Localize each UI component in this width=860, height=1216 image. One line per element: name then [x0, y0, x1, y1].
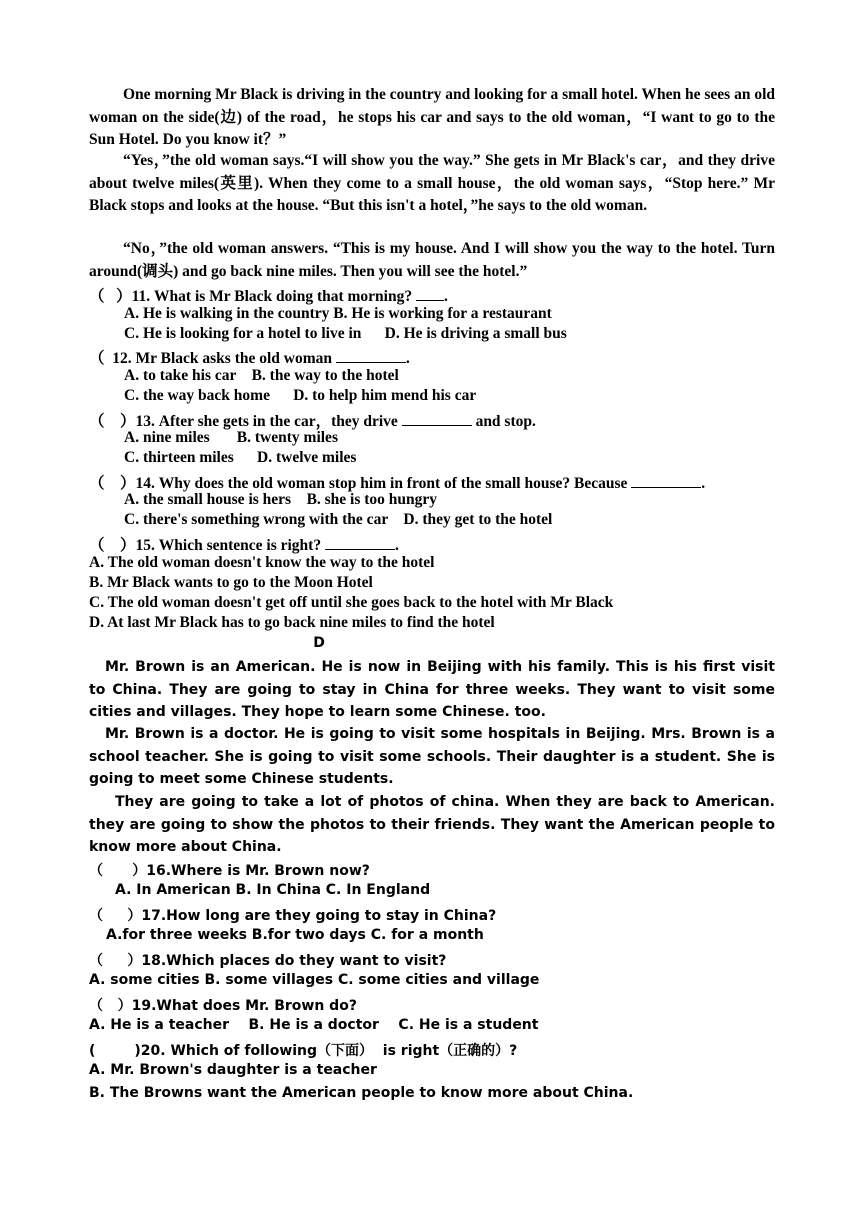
question-12-options-ab: A. to take his car B. the way to the hotel	[124, 367, 399, 384]
question-13-options-cd: C. thirteen miles D. twelve miles	[124, 449, 357, 466]
question-14-options-ab: A. the small house is hers B. she is too hungry	[124, 491, 438, 508]
question-tail: .	[394, 537, 399, 554]
answer-blank	[336, 348, 406, 363]
question-20-option-a: A. Mr. Brown's daughter is a teacher	[89, 1062, 377, 1078]
question-11-options-ab: A. He is walking in the country B. He is working for a restaurant	[124, 305, 552, 322]
answer-blank	[416, 286, 444, 301]
question-15	[89, 533, 399, 555]
question-15-option-c: C. The old woman doesn't get off until she goes back to the hotel with Mr Black	[89, 594, 614, 611]
question-13-options-ab: A. nine miles B. twenty miles	[124, 429, 338, 446]
question-16-options: A. In American B. In China C. In England	[115, 882, 431, 898]
answer-blank	[402, 411, 472, 426]
question-13	[89, 409, 536, 431]
question-stem: 14. Why does the old woman stop him in front of the small house? Because	[135, 475, 632, 492]
question-14	[89, 471, 705, 493]
answer-bracket: （	[89, 350, 113, 367]
question-18: （ ）18.Which places do they want to visit?	[89, 953, 447, 969]
answer-blank	[325, 535, 395, 550]
question-20: ( )20. Which of following（下面） is right（正确的）?	[89, 1043, 518, 1059]
passage-d-paragraph-3: They are going to take a lot of photos of china. When they are back to American. they are going to show the photos to their friends. They want the American people to know more about China.	[89, 794, 775, 856]
passage-c-paragraph-2: “Yes，”the old woman says.“I will show you the way.” She gets in Mr Black's car，and they drive about twelve miles(英里). When they come to a small house，the old woman says，“Stop here.” Mr Black stops and looks at the house. “But this isn't a hotel，”he says to the old woman.	[89, 152, 775, 214]
question-stem: 11. What is Mr Black doing that morning?	[131, 288, 416, 305]
section-d-label: D	[313, 635, 325, 651]
question-15-option-a: A. The old woman doesn't know the way to the hotel	[89, 554, 435, 571]
question-tail: .	[405, 350, 410, 367]
answer-bracket: （ ）	[89, 413, 136, 430]
question-19-options: A. He is a teacher B. He is a doctor C. He is a student	[89, 1017, 539, 1033]
question-11	[89, 284, 448, 306]
passage-d-paragraph-2: Mr. Brown is a doctor. He is going to visit some hospitals in Beijing. Mrs. Brown is a school teacher. She is going to visit some schools. Their daughter is a student. She is going to meet some Chinese students.	[89, 726, 775, 788]
question-tail: and stop.	[471, 413, 536, 430]
question-15-option-b: B. Mr Black wants to go to the Moon Hotel	[89, 574, 373, 591]
question-19: （ ）19.What does Mr. Brown do?	[89, 998, 357, 1014]
question-18-options: A. some cities B. some villages C. some cities and village	[89, 972, 540, 988]
question-stem: 12. Mr Black asks the old woman	[112, 350, 336, 367]
answer-bracket: （ ）	[89, 475, 136, 492]
question-14-options-cd: C. there's something wrong with the car D. they get to the hotel	[124, 511, 553, 528]
passage-c-paragraph-1: One morning Mr Black is driving in the country and looking for a small hotel. When he sees an old woman on the side(边) of the road，he stops his car and says to the old woman，“I want to go to the Sun Hotel. Do you know it？”	[89, 86, 775, 148]
question-15-option-d: D. At last Mr Black has to go back nine miles to find the hotel	[89, 614, 495, 631]
question-tail: .	[443, 288, 448, 305]
answer-bracket: （ ）	[89, 537, 136, 554]
question-11-options-cd: C. He is looking for a hotel to live in D. He is driving a small bus	[124, 325, 567, 342]
question-12	[89, 346, 410, 368]
question-20-option-b: B. The Browns want the American people to know more about China.	[89, 1085, 634, 1101]
question-16: （ ）16.Where is Mr. Brown now?	[89, 863, 370, 879]
question-17-options: A.for three weeks B.for two days C. for a month	[106, 927, 484, 943]
answer-bracket: （ ）	[89, 288, 132, 305]
passage-c-paragraph-3: “No，”the old woman answers. “This is my house. And I will show you the way to the hotel. Turn around(调头) and go back nine miles. Then you will see the hotel.”	[89, 240, 775, 280]
question-stem: 15. Which sentence is right?	[135, 537, 325, 554]
question-17: （ ）17.How long are they going to stay in China?	[89, 908, 497, 924]
question-stem: 13. After she gets in the car，they drive	[135, 413, 402, 430]
question-12-options-cd: C. the way back home D. to help him mend his car	[124, 387, 477, 404]
question-tail: .	[701, 475, 706, 492]
answer-blank	[631, 473, 701, 488]
passage-d-paragraph-1: Mr. Brown is an American. He is now in Beijing with his family. This is his first visit to China. They are going to stay in China for three weeks. They want to visit some cities and villages. They hope to learn some Chinese. too.	[89, 659, 775, 721]
